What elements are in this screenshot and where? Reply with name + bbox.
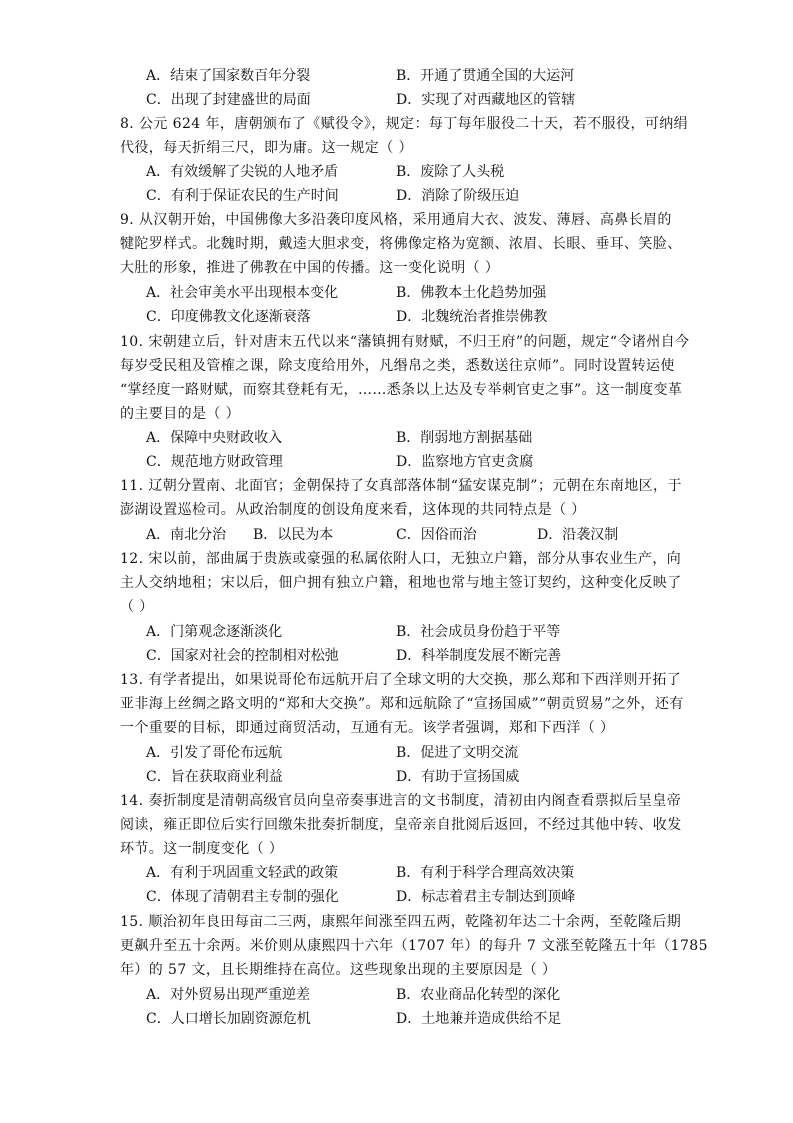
option-text: 标志着君主专制达到顶峰 [421,889,576,905]
option-d [396,765,519,789]
question-stem-line [120,232,682,256]
option-label: C． [146,648,171,664]
option-text: 有利于科学合理高效决策 [420,865,575,881]
option-c [396,523,477,547]
option-label: A． [146,865,171,881]
option-c [146,765,283,789]
option-a [146,523,226,547]
question-number: 8. [120,116,135,132]
question-stem-line [120,402,240,426]
option-text: 开通了贯通全国的大运河 [420,68,575,84]
option-label: C． [146,769,171,785]
option-text: 监察地方官吏贪腐 [421,454,534,470]
question-stem-first-line [120,668,681,692]
option-a [146,861,338,885]
option-text: 体现了清朝君主专制的强化 [170,889,339,905]
question-number: 11. [120,478,144,494]
option-text: 对外贸易出现严重逆差 [170,987,311,1003]
option-a [146,281,338,305]
option-text: 规范地方财政管理 [170,454,283,470]
option-label: B． [396,430,421,446]
question-stem-text: 更飙升至五十余两。米价则从康熙四十六年（1707 年）的每升 7 文涨至乾隆五十年（1785 [120,938,708,954]
option-b [396,983,560,1007]
option-c [146,644,339,668]
option-b [396,741,518,765]
question-stem-text: 阅读，雍正即位后实行回缴朱批奏折制度，皇帝亲自批阅后返回，不经过其他中转、收发 [120,817,682,833]
option-text: 沿袭汉制 [562,527,619,543]
option-text: 有效缓解了尖锐的人地矛盾 [170,164,339,180]
option-text: 有助于宣扬国威 [421,769,520,785]
option-label: A． [146,745,171,761]
option-text: 印度佛教文化逐渐衰落 [170,309,311,325]
option-text: 人口增长加剧资源危机 [170,1011,311,1027]
question-number: 12. [120,551,144,567]
question-stem-text: 一个重要的目标，即通过商贸活动，互通有无。该学者强调，郑和下西洋（ ） [120,720,615,736]
question-stem-line [120,378,682,402]
option-text: 有利于保证农民的生产时间 [170,188,339,204]
option-label: B． [396,285,421,301]
option-label: A． [146,430,171,446]
question-stem-text: 从汉朝开始，中国佛像大多沿袭印度风格，采用通肩大衣、波发、薄唇、高鼻长眉的 [139,212,672,228]
question-stem-line [120,692,684,716]
option-label: C． [146,92,171,108]
option-text: 南北分治 [170,527,227,543]
option-label: B． [396,865,421,881]
option-label: B． [396,68,421,84]
option-text: 有利于巩固重文轻武的政策 [170,865,339,881]
option-label: A． [146,164,171,180]
option-label: C． [146,1011,171,1027]
question-stem-text: “掌经度一路财赋，而察其登耗有无，……悉条以上达及专举刺官吏之事”。这一制度变革 [120,382,683,398]
option-a [146,741,282,765]
question-stem-text: 顺治初年良田每亩二三两，康熙年间涨至四五两，乾隆初年达二十余两，至乾隆后期 [148,914,682,930]
option-b [396,64,574,88]
question-stem-text: 大肚的形象，推进了佛教在中国的传播。这一变化说明（ ） [120,260,500,276]
question-stem-text: 宋以前，部曲属于贵族或豪强的私属依附人口，无独立户籍，部分从事农业生产，向 [148,551,682,567]
option-d [396,1007,561,1031]
option-label: C． [396,527,421,543]
question-stem-first-line [120,474,682,498]
option-b [253,523,333,547]
option-label: C． [146,188,171,204]
question-stem-text: 宋朝建立后，针对唐末五代以来“藩镇拥有财赋，不归王府”的问题，规定“令诸州自今 [148,334,690,350]
option-label: D． [537,527,563,543]
question-stem-text: 主人交纳地租；宋以后，佃户拥有独立户籍，租地也常与地主签订契约，这种变化反映了 [120,575,682,591]
question-stem-text: （ ） [120,599,154,615]
option-text: 实现了对西藏地区的管辖 [421,92,576,108]
question-stem-line [120,837,283,861]
option-label: D． [396,454,422,470]
option-label: C． [146,454,171,470]
option-text: 削弱地方割据基础 [420,430,533,446]
option-label: C． [146,889,171,905]
option-c [146,184,339,208]
option-label: B． [396,745,421,761]
question-stem-text: 环节。这一制度变化（ ） [120,841,284,857]
option-d [396,88,575,112]
question-stem-line [120,498,586,522]
option-text: 农业商品化转型的深化 [420,987,561,1003]
question-stem-text: 公元 624 年，唐朝颁布了《赋役令》，规定：每丁每年服役二十天，若不服役，可纳绢 [139,116,689,132]
option-d [537,523,618,547]
option-a [146,64,310,88]
question-stem-line [120,136,413,160]
question-stem-text: 有学者提出，如果说哥伦布远航开启了全球文明的大交换，那么郑和下西洋则开拓了 [148,672,682,688]
question-stem-first-line [120,910,681,934]
option-text: 消除了阶级压迫 [421,188,520,204]
option-text: 北魏统治者推崇佛教 [421,309,548,325]
option-d [396,644,561,668]
option-a [146,620,282,644]
option-text: 引发了哥伦布远航 [170,745,283,761]
option-text: 结束了国家数百年分裂 [170,68,311,84]
option-c [146,450,283,474]
option-text: 国家对社会的控制相对松弛 [170,648,339,664]
option-label: B． [396,987,421,1003]
option-label: D． [396,92,422,108]
question-number: 10. [120,334,144,350]
question-stem-line [120,595,154,619]
option-b [396,861,574,885]
option-label: D． [396,648,422,664]
question-stem-line [120,354,675,378]
option-label: D． [396,1011,422,1027]
option-label: A． [146,527,171,543]
option-c [146,88,311,112]
question-stem-text: 亚非海上丝绸之路文明的“郑和大交换”。郑和远航除了“宣扬国威”“朝贡贸易”之外，还有 [120,696,684,712]
question-stem-line [120,934,708,958]
question-stem-text: 犍陀罗样式。北魏时期，戴逵大胆求变，将佛像定格为宽额、浓眉、长眼、垂耳、笑脸、 [120,236,682,252]
question-stem-text: 奏折制度是清朝高级官员向皇帝奏事进言的文书制度，清初由内阁查看票拟后呈皇帝 [148,793,682,809]
option-a [146,160,338,184]
option-c [146,885,339,909]
option-d [396,450,533,474]
option-text: 因俗而治 [420,527,477,543]
option-label: A． [146,285,171,301]
question-stem-line [120,813,682,837]
question-stem-text: 每岁受民租及管榷之课，除支度给用外，凡缗帛之类，悉数送往京师”。同时设置转运使 [120,358,675,374]
question-number: 15. [120,914,144,930]
option-c [146,305,311,329]
question-stem-first-line [120,330,689,354]
option-text: 科举制度发展不断完善 [421,648,562,664]
option-text: 以民为本 [277,527,334,543]
question-stem-line [120,256,499,280]
question-stem-text: 辽朝分置南、北面官；金朝保持了女真部落体制“猛安谋克制”；元朝在东南地区，于 [148,478,682,494]
option-d [396,184,519,208]
option-label: B． [253,527,278,543]
question-number: 13. [120,672,144,688]
option-label: D． [396,309,422,325]
question-stem-first-line [120,547,681,571]
option-b [396,281,546,305]
option-d [396,885,575,909]
option-c [146,1007,311,1031]
option-label: A． [146,987,171,1003]
option-label: D． [396,889,422,905]
option-a [146,426,282,450]
option-a [146,983,310,1007]
option-text: 社会审美水平出现根本变化 [170,285,339,301]
question-stem-text: 的主要目的是（ ） [120,406,241,422]
question-stem-text: 澎湖设置巡检司。从政治制度的创设角度来看，这体现的共同特点是（ ） [120,502,586,518]
option-label: B． [396,624,421,640]
option-label: A． [146,624,171,640]
option-b [396,426,532,450]
option-b [396,160,504,184]
question-number: 9. [120,212,135,228]
question-stem-text: 年）的 57 文，且长期维持在高位。这些现象出现的主要原因是（ ） [120,962,557,978]
question-stem-line [120,958,556,982]
option-text: 社会成员身份趋于平等 [420,624,561,640]
option-label: C． [146,309,171,325]
question-stem-first-line [120,789,681,813]
option-text: 废除了人头税 [420,164,505,180]
option-b [396,620,560,644]
question-stem-line [120,571,682,595]
option-label: A． [146,68,171,84]
option-d [396,305,547,329]
option-label: B． [396,164,421,180]
question-stem-first-line [120,208,672,232]
option-text: 佛教本土化趋势加强 [420,285,547,301]
option-label: D． [396,769,422,785]
option-text: 促进了文明交流 [420,745,519,761]
option-text: 旨在获取商业利益 [170,769,283,785]
question-number: 14. [120,793,144,809]
question-stem-line [120,716,614,740]
question-stem-text: 代役，每天折绢三尺，即为庸。这一规定（ ） [120,140,413,156]
option-text: 土地兼并造成供给不足 [421,1011,562,1027]
option-text: 出现了封建盛世的局面 [170,92,311,108]
option-text: 门第观念逐渐淡化 [170,624,283,640]
question-stem-first-line [120,112,688,136]
option-text: 保障中央财政收入 [170,430,283,446]
option-label: D． [396,188,422,204]
